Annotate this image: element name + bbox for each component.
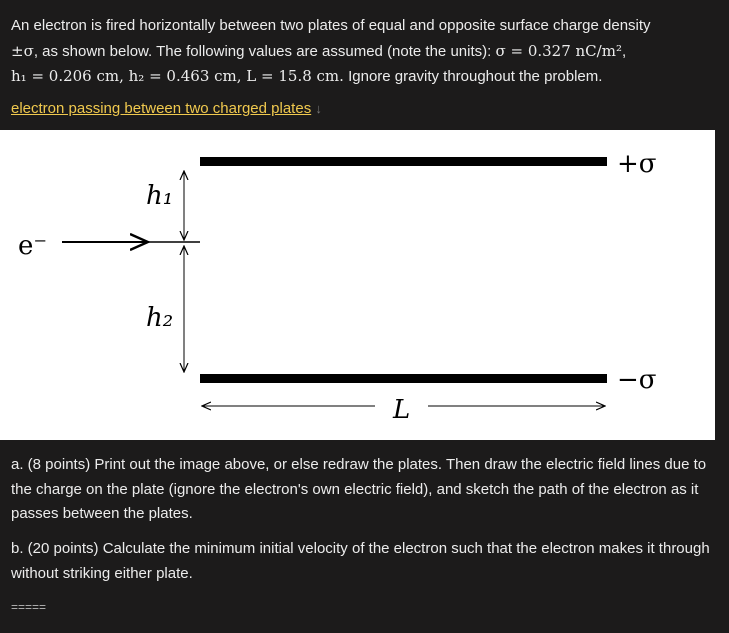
electron-label: e⁻	[18, 231, 48, 261]
part-b: b. (20 points) Calculate the minimum initial velocity of the electron such that the electron makes it through without striking either plate.	[11, 540, 710, 582]
figure-link[interactable]: electron passing between two charged plates	[11, 100, 312, 117]
comma: ,	[621, 42, 627, 60]
L-label: L	[393, 395, 411, 425]
h1-label: h₁	[146, 181, 174, 211]
bottom-plate	[200, 374, 607, 383]
problem-intro	[11, 14, 716, 90]
plus-sigma-label: +σ	[617, 149, 657, 179]
intro-text: , as shown below. The following values are assumed (note the units):	[33, 42, 496, 60]
sigma-value: σ = 0.327 nC/m²	[495, 41, 622, 60]
minus-sigma-label: −σ	[617, 365, 657, 395]
figure-link-row	[11, 97, 716, 122]
dimension-values: h₁ = 0.206 cm, h₂ = 0.463 cm, L = 15.8 cm.	[11, 67, 344, 85]
part-a: a. (8 points) Print out the image above, or else redraw the plates. Then draw the electric field lines due to the charge on the plate (ignore the electron's own electric field), and sketch the path of the electron as it passes between the plates.	[11, 456, 707, 522]
plates-figure	[0, 130, 715, 440]
separator: =====	[11, 600, 47, 614]
intro-text: Ignore gravity throughout the problem.	[343, 68, 603, 85]
top-plate	[200, 157, 607, 166]
pm-sigma: ±σ	[11, 41, 34, 60]
download-arrow-icon[interactable]: ↓	[315, 101, 322, 116]
h2-label: h₂	[146, 303, 174, 333]
intro-text: An electron is fired horizontally between two plates of equal and opposite surface charge density	[11, 17, 651, 34]
